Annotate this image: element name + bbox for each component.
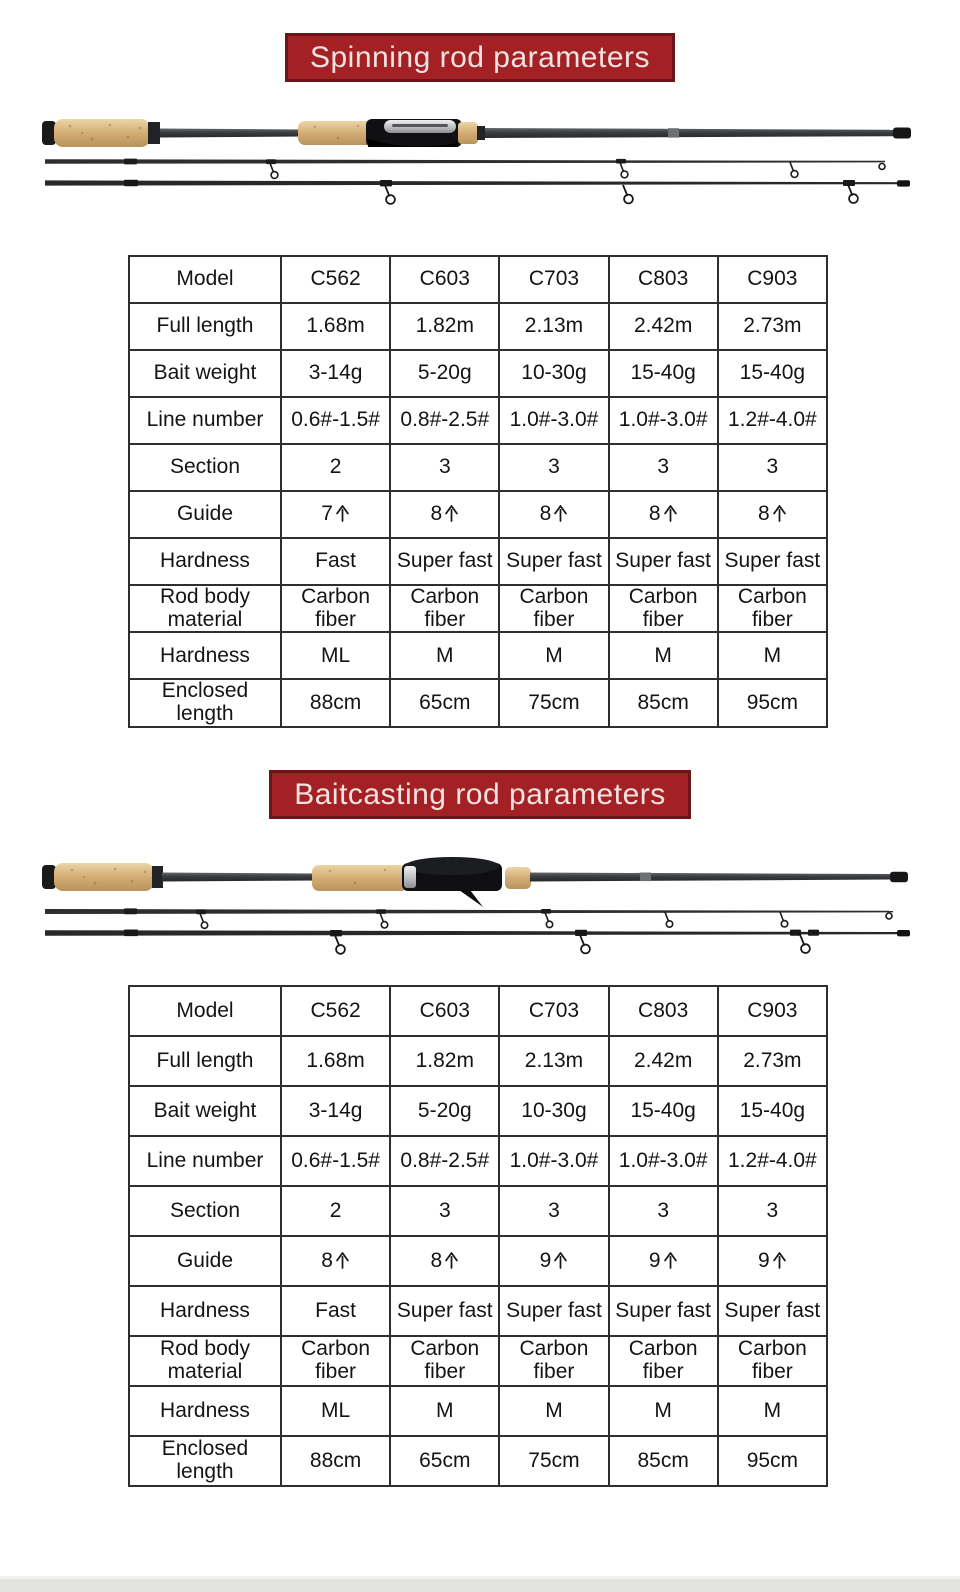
cell-value: Super fast <box>718 1286 827 1336</box>
row-label: Hardness <box>129 1386 281 1436</box>
row-label: Enclosed length <box>129 679 281 726</box>
reel-seat <box>402 857 502 907</box>
cell-value <box>499 1236 608 1286</box>
cell-value: 5-20g <box>390 1086 499 1136</box>
table-row <box>129 1186 827 1236</box>
baitcasting-rod-table <box>128 985 828 1487</box>
cell-value: 2.13m <box>499 1036 608 1086</box>
cell-value: 1.0#-3.0# <box>499 1136 608 1186</box>
cell-value: 10-30g <box>499 350 608 397</box>
cell-value: 3 <box>718 1186 827 1236</box>
cell-value: 5-20g <box>390 350 499 397</box>
row-label: Line number <box>129 1136 281 1186</box>
row-label: Guide <box>129 491 281 538</box>
cell-value: 3 <box>499 1186 608 1236</box>
cell-value <box>281 491 390 538</box>
cell-value: C562 <box>281 986 390 1036</box>
cell-value: 0.6#-1.5# <box>281 397 390 444</box>
guide-count: 8 <box>758 502 770 526</box>
spinning-rod-photo <box>0 95 960 235</box>
cell-value: 65cm <box>390 679 499 726</box>
row-label: Hardness <box>129 1286 281 1336</box>
cell-value: 2 <box>281 1186 390 1236</box>
counter-glyph-icon <box>553 1251 568 1270</box>
baitcasting-rod-photo <box>0 833 960 973</box>
table-row <box>129 585 827 632</box>
section-title-baitcasting-label: Baitcasting rod parameters <box>294 778 666 811</box>
table-row <box>129 1336 827 1386</box>
cell-value: 15-40g <box>609 1086 718 1136</box>
cell-value: 3 <box>609 444 718 491</box>
cell-value: Super fast <box>499 538 608 585</box>
guide-count: 8 <box>539 502 552 526</box>
row-label: Line number <box>129 397 281 444</box>
cell-value: 15-40g <box>718 350 827 397</box>
cell-value: Carbon fiber <box>390 1336 499 1386</box>
row-label: Section <box>129 444 281 491</box>
cell-value: C903 <box>718 986 827 1036</box>
cork-foregrip <box>298 121 374 145</box>
guide-count: 8 <box>430 1248 443 1272</box>
cell-value: 2.13m <box>499 303 608 350</box>
trigger-grip <box>459 890 483 907</box>
cell-value <box>390 1236 499 1286</box>
row-label: Model <box>129 256 281 303</box>
cell-value: M <box>390 632 499 679</box>
section-title-spinning <box>285 33 675 82</box>
counter-glyph-icon <box>444 1251 459 1270</box>
table-row <box>129 256 827 303</box>
cell-value: 3 <box>718 444 827 491</box>
row-label: Bait weight <box>129 1086 281 1136</box>
cell-value: Carbon fiber <box>390 585 499 632</box>
guide-count: 8 <box>430 502 443 526</box>
cork-rear-grip <box>54 119 150 147</box>
cell-value: Carbon fiber <box>499 1336 608 1386</box>
cell-value: Carbon fiber <box>609 585 718 632</box>
cell-value: 88cm <box>281 679 390 726</box>
rod-handle-section <box>42 119 911 147</box>
table-row <box>129 350 827 397</box>
counter-glyph-icon <box>772 1251 787 1270</box>
cell-value: 2 <box>281 444 390 491</box>
table-row <box>129 1036 827 1086</box>
cell-value: 65cm <box>390 1436 499 1486</box>
table-row <box>129 679 827 726</box>
table-row <box>129 1436 827 1486</box>
row-label: Full length <box>129 1036 281 1086</box>
cell-value: 3 <box>390 1186 499 1236</box>
cell-value: 1.82m <box>390 1036 499 1086</box>
cell-value: M <box>718 632 827 679</box>
cell-value: Carbon fiber <box>281 1336 390 1386</box>
rod-handle-section <box>42 857 908 907</box>
cell-value: M <box>609 632 718 679</box>
cell-value: ML <box>281 1386 390 1436</box>
counter-glyph-icon <box>335 1251 350 1270</box>
row-label: Hardness <box>129 632 281 679</box>
table-row <box>129 1136 827 1186</box>
cell-value: C603 <box>390 256 499 303</box>
line-guides <box>335 935 810 954</box>
cell-value <box>718 491 827 538</box>
cell-value: 2.73m <box>718 303 827 350</box>
cell-value: 1.0#-3.0# <box>499 397 608 444</box>
row-label: Bait weight <box>129 350 281 397</box>
table-row <box>129 632 827 679</box>
guide-count: 9 <box>539 1248 552 1272</box>
cell-value: Super fast <box>390 1286 499 1336</box>
table-row <box>129 491 827 538</box>
cork-foregrip <box>312 865 408 891</box>
rod-mid-section <box>45 908 893 928</box>
cell-value: Carbon fiber <box>281 585 390 632</box>
cell-value: 1.0#-3.0# <box>609 1136 718 1186</box>
cell-value: 10-30g <box>499 1086 608 1136</box>
cell-value: Super fast <box>718 538 827 585</box>
cell-value: 15-40g <box>718 1086 827 1136</box>
cell-value: Super fast <box>609 1286 718 1336</box>
cell-value: Carbon fiber <box>499 585 608 632</box>
cell-value <box>609 1236 718 1286</box>
cell-value: C703 <box>499 986 608 1036</box>
cell-value: 3 <box>390 444 499 491</box>
cell-value: 3-14g <box>281 350 390 397</box>
cell-value: C903 <box>718 256 827 303</box>
table-row <box>129 538 827 585</box>
cell-value: M <box>499 1386 608 1436</box>
cell-value: 0.6#-1.5# <box>281 1136 390 1186</box>
line-guides <box>270 162 885 178</box>
spinning-rod-table <box>128 255 828 728</box>
table-row <box>129 986 827 1036</box>
section-title-spinning-label: Spinning rod parameters <box>309 41 651 74</box>
counter-glyph-icon <box>553 504 568 523</box>
row-label: Section <box>129 1186 281 1236</box>
cell-value: M <box>609 1386 718 1436</box>
cell-value <box>718 1236 827 1286</box>
counter-glyph-icon <box>663 504 678 523</box>
cell-value: Carbon fiber <box>609 1336 718 1386</box>
cell-value: Fast <box>281 1286 390 1336</box>
cell-value: 88cm <box>281 1436 390 1486</box>
cell-value: 1.68m <box>281 1036 390 1086</box>
cell-value: 75cm <box>499 679 608 726</box>
cell-value: 85cm <box>609 1436 718 1486</box>
cell-value: 15-40g <box>609 350 718 397</box>
cell-value: C803 <box>609 256 718 303</box>
cell-value: Carbon fiber <box>718 585 827 632</box>
cell-value <box>390 491 499 538</box>
table-row <box>129 397 827 444</box>
cell-value: ML <box>281 632 390 679</box>
reel-seat <box>366 119 462 147</box>
table-row <box>129 1086 827 1136</box>
spinning-banner-row <box>0 33 960 82</box>
cell-value: 1.2#-4.0# <box>718 1136 827 1186</box>
guide-count: 8 <box>321 1248 333 1272</box>
cell-value <box>499 491 608 538</box>
section-title-baitcasting <box>269 770 691 819</box>
row-label: Enclosed length <box>129 1436 281 1486</box>
cell-value <box>281 1236 390 1286</box>
cell-value <box>609 491 718 538</box>
guide-count: 8 <box>648 502 661 526</box>
rod-tip-section <box>45 180 910 204</box>
cell-value: 95cm <box>718 679 827 726</box>
cell-value: M <box>718 1386 827 1436</box>
guide-count: 9 <box>648 1248 661 1272</box>
counter-glyph-icon <box>663 1251 678 1270</box>
cell-value: 2.42m <box>609 303 718 350</box>
cell-value: 85cm <box>609 679 718 726</box>
row-label: Full length <box>129 303 281 350</box>
cell-value: C803 <box>609 986 718 1036</box>
row-label: Rod body material <box>129 585 281 632</box>
cell-value: 3 <box>609 1186 718 1236</box>
cork-rear-grip <box>54 863 154 891</box>
cell-value: 2.42m <box>609 1036 718 1086</box>
cell-value: C703 <box>499 256 608 303</box>
table-row <box>129 303 827 350</box>
cell-value: 1.0#-3.0# <box>609 397 718 444</box>
table-row <box>129 1386 827 1436</box>
line-guides <box>385 185 858 204</box>
row-label: Rod body material <box>129 1336 281 1386</box>
cell-value: Super fast <box>609 538 718 585</box>
guide-count: 9 <box>758 1248 770 1272</box>
counter-glyph-icon <box>772 504 787 523</box>
cell-value: C562 <box>281 256 390 303</box>
cell-value: Super fast <box>499 1286 608 1336</box>
guide-count: 7 <box>321 502 333 526</box>
cell-value: 1.2#-4.0# <box>718 397 827 444</box>
cell-value: Carbon fiber <box>718 1336 827 1386</box>
line-guides <box>200 912 892 928</box>
cell-value: M <box>499 632 608 679</box>
cell-value: M <box>390 1386 499 1436</box>
cell-value: 2.73m <box>718 1036 827 1086</box>
counter-glyph-icon <box>444 504 459 523</box>
cell-value: 0.8#-2.5# <box>390 397 499 444</box>
table-row <box>129 1236 827 1286</box>
row-label: Model <box>129 986 281 1036</box>
cell-value: Fast <box>281 538 390 585</box>
table-row <box>129 1286 827 1336</box>
cell-value: 1.68m <box>281 303 390 350</box>
page-bottom-strip <box>0 1576 960 1592</box>
rod-mid-section <box>45 159 885 179</box>
row-label: Hardness <box>129 538 281 585</box>
cell-value: 3-14g <box>281 1086 390 1136</box>
cell-value: 95cm <box>718 1436 827 1486</box>
row-label: Guide <box>129 1236 281 1286</box>
cell-value: 0.8#-2.5# <box>390 1136 499 1186</box>
cell-value: 3 <box>499 444 608 491</box>
rod-tip-section <box>45 930 910 954</box>
counter-glyph-icon <box>335 504 350 523</box>
table-row <box>129 444 827 491</box>
cell-value: Super fast <box>390 538 499 585</box>
cell-value: C603 <box>390 986 499 1036</box>
baitcasting-banner-row <box>0 770 960 819</box>
cell-value: 1.82m <box>390 303 499 350</box>
cell-value: 75cm <box>499 1436 608 1486</box>
